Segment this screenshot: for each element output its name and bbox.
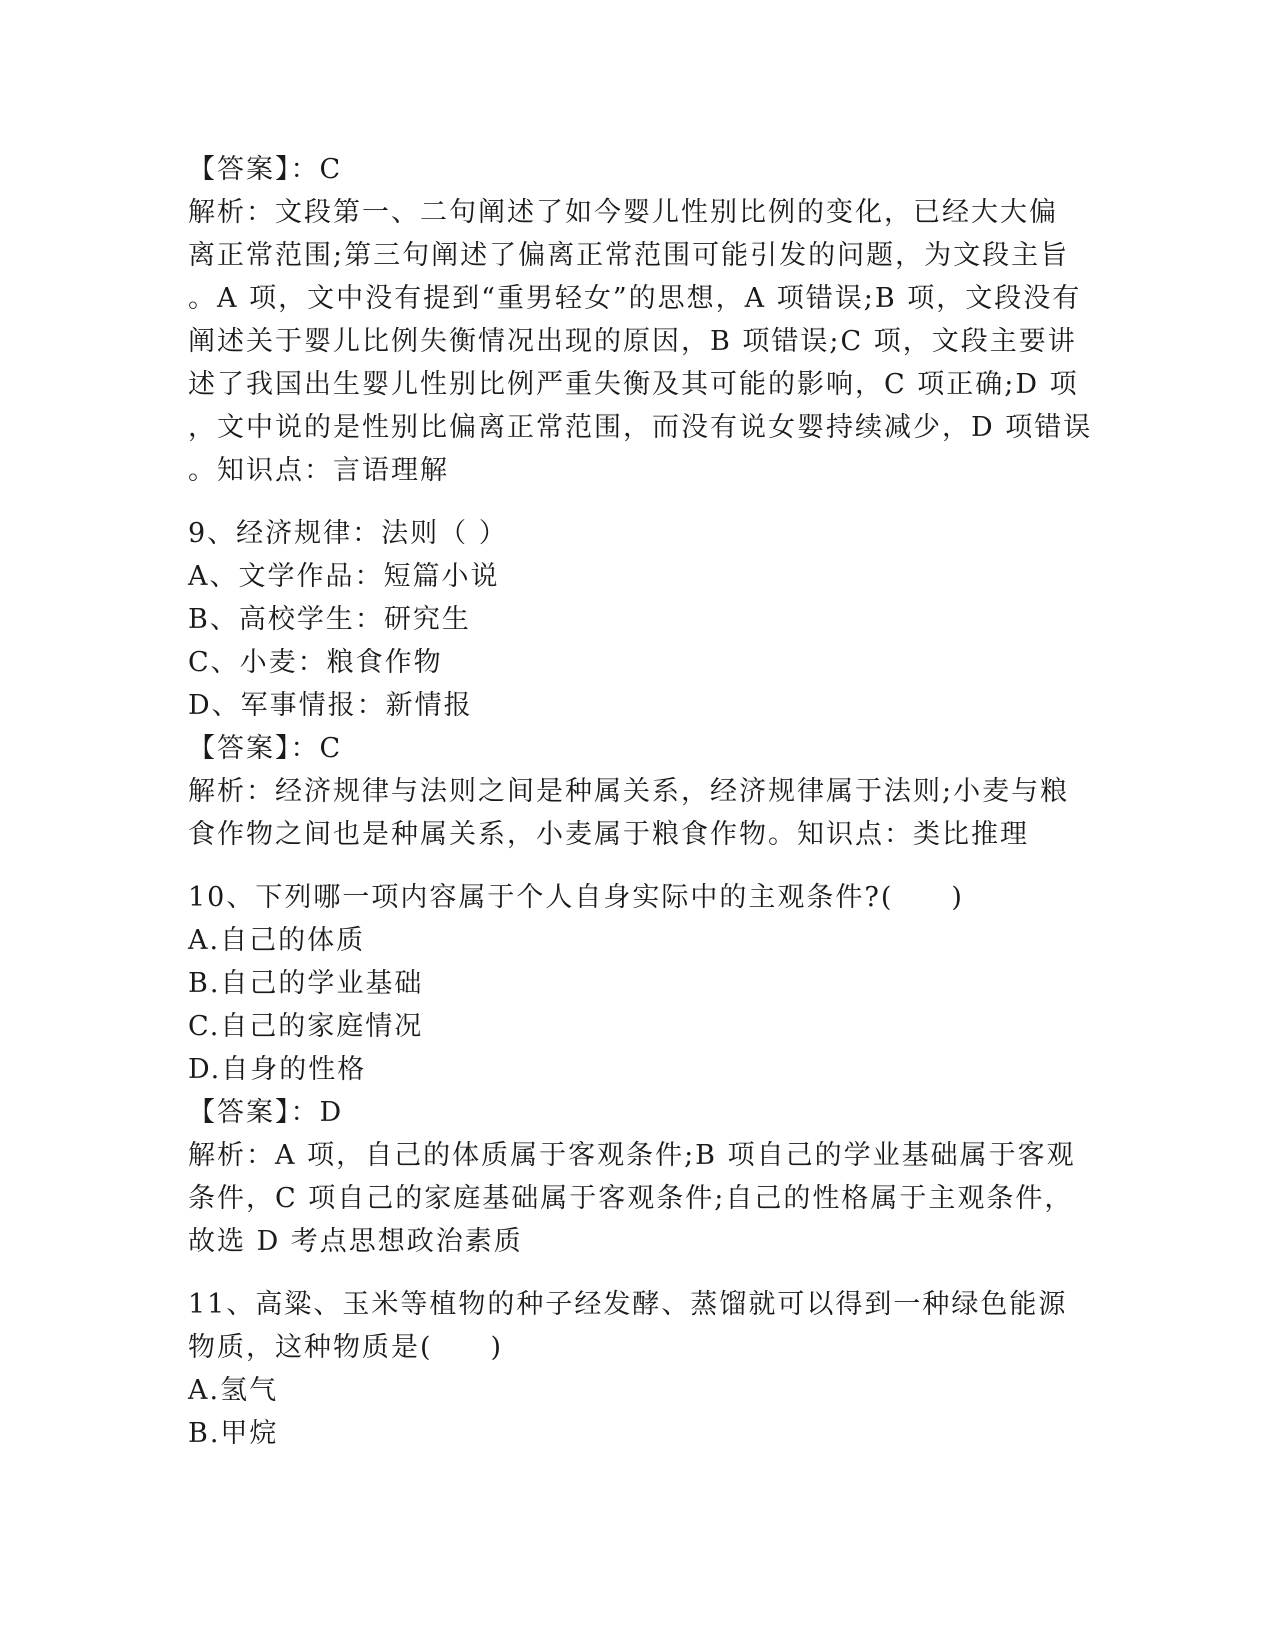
analysis-line: ，文中说的是性别比偏离正常范围，而没有说女婴持续减少，D 项错误 xyxy=(188,412,1093,443)
option-d: D、军事情报：新情报 xyxy=(188,690,473,721)
option-a: A.自己的体质 xyxy=(188,925,366,956)
option-a: A、文学作品：短篇小说 xyxy=(188,561,500,592)
option-b: B.自己的学业基础 xyxy=(188,968,424,999)
page-content xyxy=(188,148,1093,1455)
option-c: C.自己的家庭情况 xyxy=(188,1011,424,1042)
analysis-line: 。知识点：言语理解 xyxy=(188,455,449,486)
answer-label: 【答案】：D xyxy=(188,1097,344,1128)
analysis-line: 离正常范围;第三句阐述了偏离正常范围可能引发的问题，为文段主旨 xyxy=(188,240,1070,271)
answer-label: 【答案】：C xyxy=(188,733,343,764)
analysis-line: 。A 项，文中没有提到“重男轻女”的思想，A 项错误;B 项，文段没有 xyxy=(188,283,1082,314)
question-11-continued: 物质，这种物质是( ) xyxy=(188,1332,504,1363)
option-a: A.氢气 xyxy=(188,1375,279,1406)
option-b: B、高校学生：研究生 xyxy=(188,604,471,635)
spacer xyxy=(188,492,1088,512)
question-9: 9、经济规律：法则（ ） xyxy=(188,518,508,549)
option-c: C、小麦：粮食作物 xyxy=(188,647,443,678)
spacer xyxy=(188,856,1088,876)
option-d: D.自身的性格 xyxy=(188,1054,367,1085)
question-11: 11、高粱、玉米等植物的种子经发酵、蒸馏就可以得到一种绿色能源 xyxy=(188,1289,1068,1320)
analysis-line: 解析：文段第一、二句阐述了如今婴儿性别比例的变化，已经大大偏 xyxy=(188,197,1058,228)
analysis-line: 解析：A 项，自己的体质属于客观条件;B 项自己的学业基础属于客观 xyxy=(188,1140,1076,1171)
question-10: 10、下列哪一项内容属于个人自身实际中的主观条件?( ) xyxy=(188,882,964,913)
spacer xyxy=(188,1263,1088,1283)
answer-label: 【答案】：C xyxy=(188,154,343,185)
option-b: B.甲烷 xyxy=(188,1418,279,1449)
analysis-line: 条件，C 项自己的家庭基础属于客观条件;自己的性格属于主观条件， xyxy=(188,1183,1074,1214)
analysis-line: 故选 D 考点思想政治素质 xyxy=(188,1226,523,1257)
analysis-line: 食作物之间也是种属关系，小麦属于粮食作物。知识点：类比推理 xyxy=(188,819,1029,850)
analysis-line: 解析：经济规律与法则之间是种属关系，经济规律属于法则;小麦与粮 xyxy=(188,776,1070,807)
analysis-line: 述了我国出生婴儿性别比例严重失衡及其可能的影响，C 项正确;D 项 xyxy=(188,369,1079,400)
analysis-line: 阐述关于婴儿比例失衡情况出现的原因，B 项错误;C 项，文段主要讲 xyxy=(188,326,1077,357)
